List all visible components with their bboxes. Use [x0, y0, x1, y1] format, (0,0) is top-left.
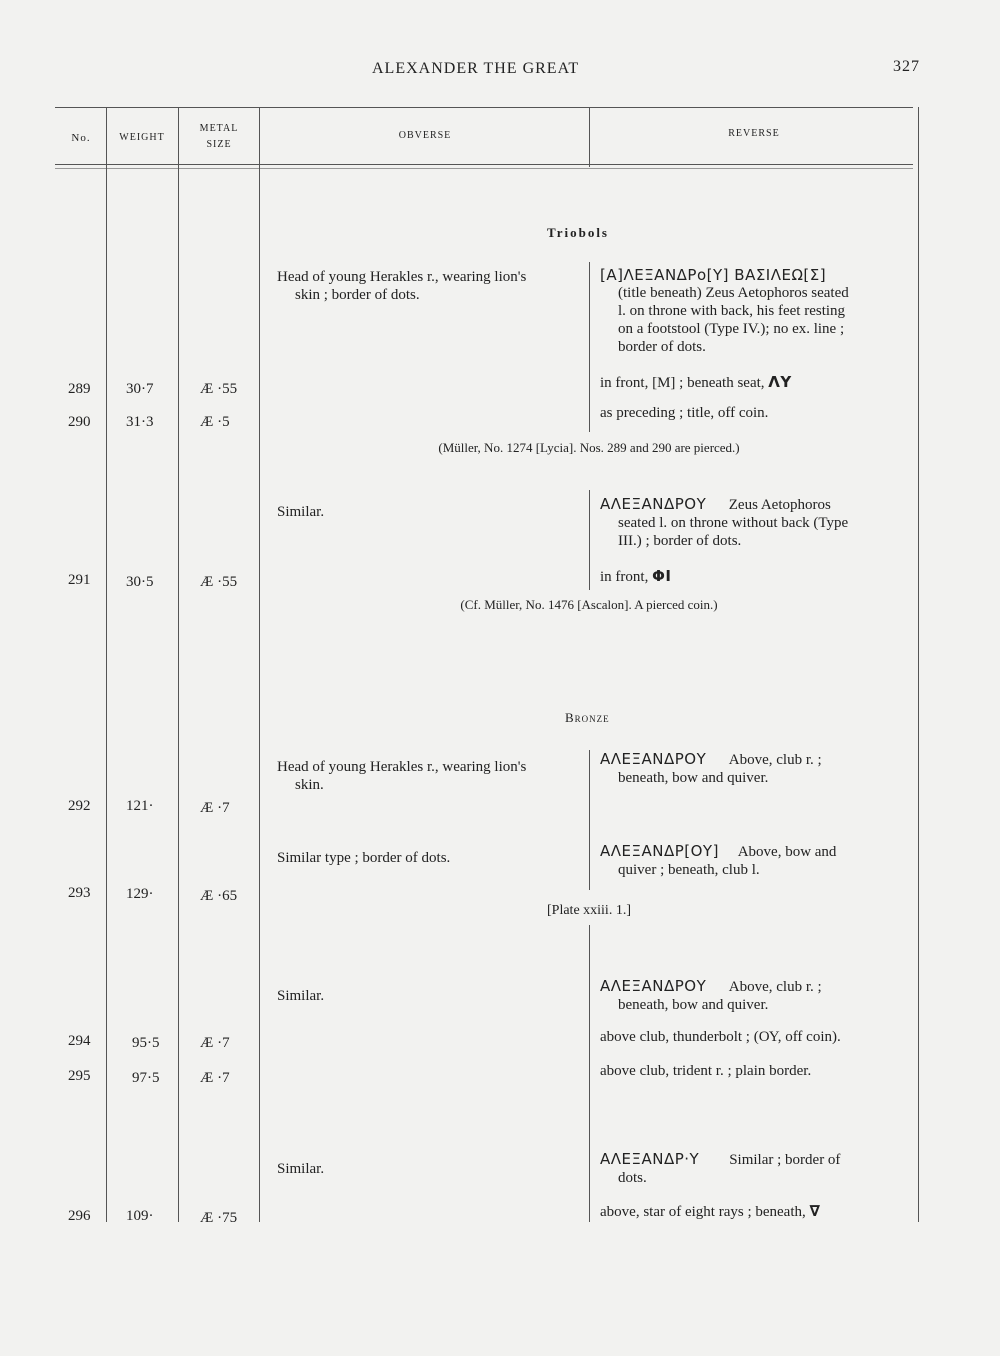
- col-header-metal: METAL: [199, 123, 239, 134]
- obverse-line: skin.: [295, 777, 324, 793]
- plate-reference: [Plate xxiii. 1.]: [547, 903, 631, 918]
- row-no: 289: [68, 381, 91, 397]
- col-header-weight: WEIGHT: [119, 132, 165, 143]
- reverse-line: beneath, bow and quiver.: [618, 997, 769, 1013]
- row-weight: 30·7: [126, 381, 154, 397]
- col-divider-no: [106, 107, 107, 1222]
- row-reverse: as preceding ; title, off coin.: [600, 405, 769, 421]
- row-reverse: above club, thunderbolt ; (ΟΥ, off coin).: [600, 1029, 841, 1045]
- reverse-line: beneath, bow and quiver.: [618, 770, 769, 786]
- row-metal: Æ ·7: [200, 1035, 230, 1051]
- row-no: 290: [68, 414, 91, 430]
- obverse-desc: Similar.: [277, 504, 325, 520]
- monogram: ΛΥ: [768, 373, 792, 391]
- col-header-obverse: OBVERSE: [398, 130, 452, 141]
- section-heading-bronze: Bronze: [565, 710, 610, 725]
- reverse-legend: ΑΛΕΞΑΝΔΡ·Υ: [600, 1150, 700, 1168]
- row-weight: 95·5: [132, 1035, 160, 1051]
- reference-note: (Müller, No. 1274 [Lycia]. Nos. 289 and 290 are pierced.): [438, 440, 740, 455]
- reverse-line: Zeus Aetophoros: [728, 497, 831, 513]
- running-title: ALEXANDER THE GREAT: [372, 60, 580, 77]
- reverse-desc: [600, 750, 900, 787]
- row-metal: Æ ·65: [200, 888, 238, 904]
- row-metal: Æ ·55: [200, 574, 238, 590]
- reverse-line: Above, club r. ;: [728, 752, 822, 768]
- col-divider-reverse-2: [589, 490, 590, 590]
- row-metal: Æ ·55: [200, 381, 238, 397]
- reverse-legend: ΑΛΕΞΑΝΔΡΟΥ: [600, 977, 707, 995]
- reverse-line: l. on throne with back, his feet resting: [618, 303, 846, 319]
- row-metal: Æ ·5: [200, 414, 230, 430]
- row-weight: 129·: [126, 886, 154, 902]
- reverse-legend: ΑΛΕΞΑΝΔΡΟΥ: [600, 495, 707, 513]
- row-no: 295: [68, 1068, 91, 1084]
- obverse-desc: Similar.: [277, 988, 325, 1004]
- reverse-desc: [600, 266, 900, 356]
- row-metal: Æ ·75: [200, 1210, 238, 1226]
- reverse-line: (title beneath) Zeus Aetophoros seated: [618, 285, 849, 301]
- reverse-text: in front,: [600, 569, 649, 585]
- reverse-desc: [600, 977, 900, 1014]
- row-weight: 31·3: [126, 414, 154, 430]
- obverse-desc: Similar.: [277, 1161, 325, 1177]
- row-reverse: [600, 567, 671, 586]
- table-header-rule: [55, 164, 913, 165]
- obverse-line: Head of young Herakles r., wearing lion's: [277, 269, 527, 285]
- row-no: 296: [68, 1208, 91, 1224]
- reverse-line: on a footstool (Type IV.); no ex. line ;: [618, 321, 845, 337]
- obverse-line: skin ; border of dots.: [295, 287, 420, 303]
- row-no: 293: [68, 885, 91, 901]
- reverse-desc: [600, 495, 900, 550]
- monogram: ∇: [809, 1202, 821, 1220]
- page-number: 327: [893, 58, 920, 75]
- row-weight: 97·5: [132, 1070, 160, 1086]
- obverse-line: Head of young Herakles r., wearing lion's: [277, 759, 527, 775]
- reverse-desc: [600, 1150, 900, 1187]
- monogram: ΦΙ: [652, 567, 672, 585]
- col-header-size: SIZE: [206, 139, 232, 150]
- row-metal: Æ ·7: [200, 800, 230, 816]
- col-divider-reverse-3: [589, 750, 590, 890]
- reverse-desc: [600, 842, 900, 879]
- reverse-line: Above, club r. ;: [728, 979, 822, 995]
- col-divider-weight: [178, 107, 179, 1222]
- reverse-legend: ΑΛΕΞΑΝΔΡΟΥ: [600, 750, 707, 768]
- obverse-desc: [277, 268, 583, 304]
- col-divider-metal: [259, 107, 260, 1222]
- row-no: 294: [68, 1033, 91, 1049]
- obverse-desc: [277, 758, 583, 794]
- reverse-text: above, star of eight rays ; beneath,: [600, 1204, 806, 1220]
- table-top-rule: [55, 107, 913, 108]
- reverse-legend: [Α]ΛΕΞΑΝΔΡο[Υ] ΒΑΣΙΛΕΩ[Σ]: [600, 266, 827, 284]
- reverse-line: Above, bow and: [737, 844, 837, 860]
- reverse-legend: ΑΛΕΞΑΝΔΡ[ΟΥ]: [600, 842, 719, 860]
- col-divider-reverse-1: [589, 262, 590, 432]
- obverse-desc: Similar type ; border of dots.: [277, 850, 451, 866]
- reverse-line: seated l. on throne without back (Type: [618, 515, 849, 531]
- reverse-line: Similar ; border of: [729, 1152, 841, 1168]
- row-weight: 109·: [126, 1208, 154, 1224]
- table-right-rule: [918, 107, 919, 1222]
- row-no: 292: [68, 798, 91, 814]
- col-divider-obverse: [589, 107, 590, 167]
- reverse-line: III.) ; border of dots.: [618, 533, 742, 549]
- reverse-line: border of dots.: [618, 339, 706, 355]
- row-reverse: [600, 373, 792, 392]
- section-heading-triobols: Triobols: [547, 225, 609, 240]
- reference-note: (Cf. Müller, No. 1476 [Ascalon]. A pierced coin.): [460, 597, 718, 612]
- row-reverse: above club, trident r. ; plain border.: [600, 1063, 812, 1079]
- reverse-line: quiver ; beneath, club l.: [618, 862, 760, 878]
- row-weight: 121·: [126, 798, 154, 814]
- row-metal: Æ ·7: [200, 1070, 230, 1086]
- col-header-no: No.: [71, 132, 91, 144]
- col-header-reverse: REVERSE: [728, 128, 780, 139]
- col-divider-reverse-4: [589, 925, 590, 1222]
- reverse-text: in front, [Μ] ; beneath seat,: [600, 375, 765, 391]
- table-header-rule-2: [55, 168, 913, 169]
- row-weight: 30·5: [126, 574, 154, 590]
- row-reverse: [600, 1202, 820, 1221]
- row-no: 291: [68, 572, 91, 588]
- reverse-line: dots.: [618, 1170, 647, 1186]
